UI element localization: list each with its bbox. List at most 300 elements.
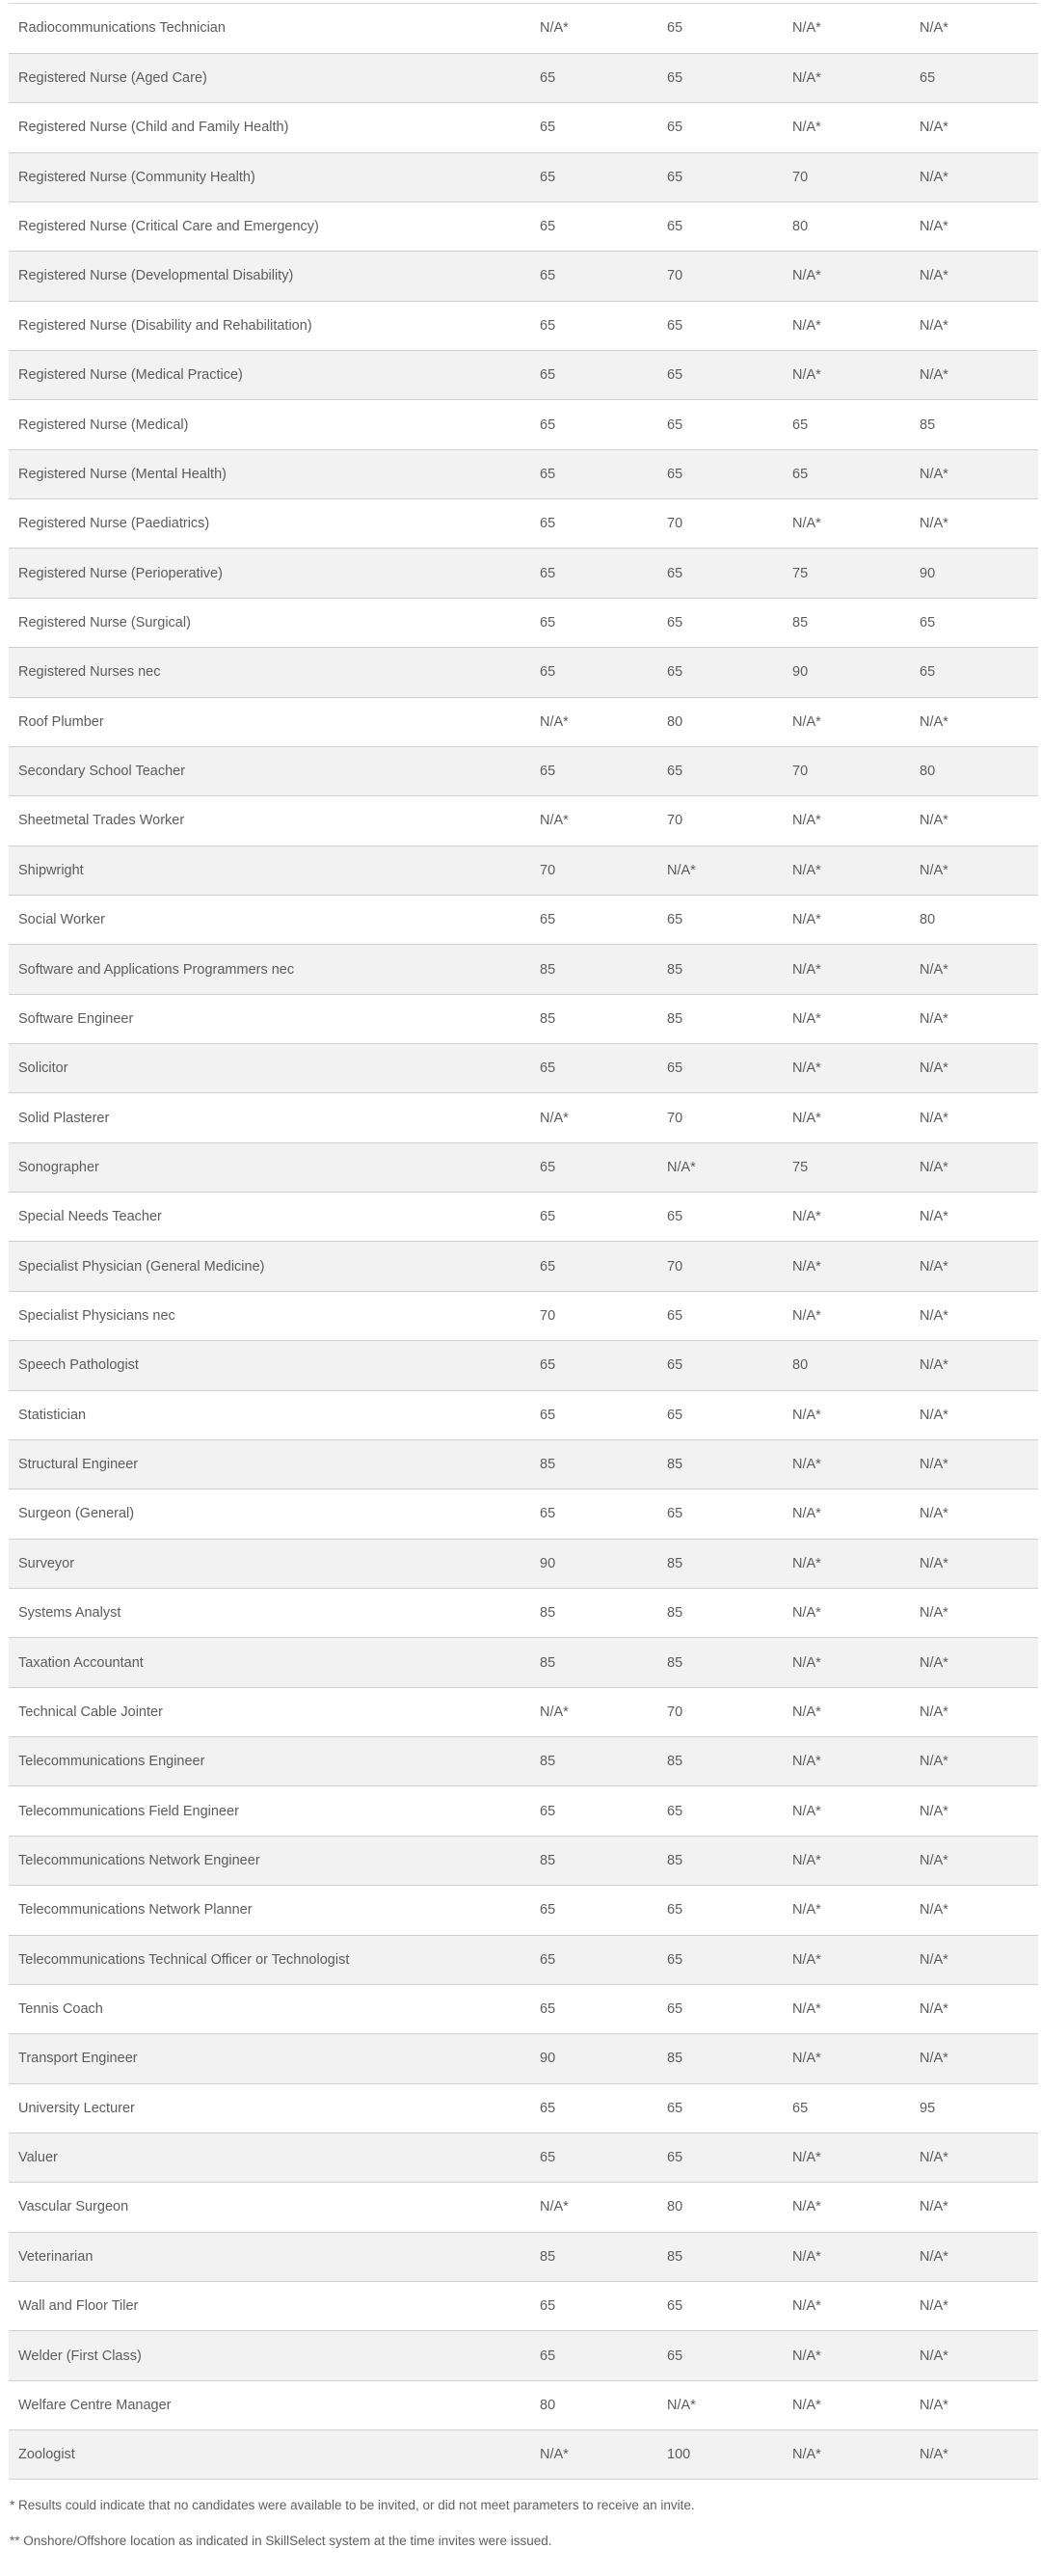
occupation-cell: Registered Nurse (Critical Care and Emergency)	[9, 201, 540, 251]
points-cell-3: N/A*	[792, 2183, 920, 2232]
points-cell-3: N/A*	[792, 1687, 920, 1736]
points-cell-1: 85	[540, 1589, 667, 1638]
table-row	[9, 1886, 1038, 1935]
points-cell-3: N/A*	[792, 994, 920, 1043]
points-cell-2: 65	[667, 449, 792, 498]
points-cell-4: N/A*	[920, 1737, 1038, 1786]
points-cell-2: 85	[667, 1539, 792, 1588]
table-row	[9, 1737, 1038, 1786]
points-cell-3: N/A*	[792, 1984, 920, 2033]
table-row	[9, 1341, 1038, 1390]
points-cell-1: 65	[540, 201, 667, 251]
table-row	[9, 53, 1038, 102]
occupation-cell: Technical Cable Jointer	[9, 1687, 540, 1736]
points-cell-1: 85	[540, 945, 667, 994]
points-cell-1: 65	[540, 648, 667, 697]
points-cell-2: 85	[667, 994, 792, 1043]
occupation-cell: Welder (First Class)	[9, 2331, 540, 2380]
occupation-cell: Wall and Floor Tiler	[9, 2282, 540, 2331]
table-row	[9, 449, 1038, 498]
points-cell-2: 70	[667, 1093, 792, 1142]
points-cell-3: N/A*	[792, 845, 920, 895]
table-row	[9, 1193, 1038, 1242]
points-cell-1: 65	[540, 103, 667, 152]
points-cell-3: N/A*	[792, 796, 920, 845]
points-cell-2: 65	[667, 1984, 792, 2033]
points-cell-2: 65	[667, 1044, 792, 1093]
occupation-cell: Welfare Centre Manager	[9, 2380, 540, 2429]
points-cell-3: N/A*	[792, 945, 920, 994]
occupation-cell: Secondary School Teacher	[9, 746, 540, 795]
points-cell-4: N/A*	[920, 1886, 1038, 1935]
points-cell-1: 90	[540, 2034, 667, 2083]
table-row	[9, 1984, 1038, 2033]
points-cell-1: 85	[540, 994, 667, 1043]
points-cell-4: N/A*	[920, 499, 1038, 549]
occupation-points-table-container	[9, 0, 1038, 2480]
occupation-cell: Registered Nurse (Paediatrics)	[9, 499, 540, 549]
points-cell-4: N/A*	[920, 2282, 1038, 2331]
points-cell-2: 70	[667, 1687, 792, 1736]
table-body	[9, 4, 1038, 2480]
points-cell-1: 65	[540, 2282, 667, 2331]
points-cell-4: N/A*	[920, 2331, 1038, 2380]
occupation-cell: Telecommunications Network Planner	[9, 1886, 540, 1935]
points-cell-3: N/A*	[792, 301, 920, 350]
occupation-cell: Sheetmetal Trades Worker	[9, 796, 540, 845]
points-cell-3: N/A*	[792, 1638, 920, 1687]
points-cell-1: 90	[540, 1539, 667, 1588]
points-cell-2: 65	[667, 1786, 792, 1836]
points-cell-3: N/A*	[792, 1589, 920, 1638]
points-cell-2: 85	[667, 1439, 792, 1489]
table-row	[9, 201, 1038, 251]
points-cell-1: 65	[540, 1193, 667, 1242]
points-cell-2: 80	[667, 2183, 792, 2232]
points-cell-2: 85	[667, 1638, 792, 1687]
occupation-cell: Registered Nurse (Disability and Rehabilitation)	[9, 301, 540, 350]
occupation-cell: Registered Nurse (Aged Care)	[9, 53, 540, 102]
points-cell-3: N/A*	[792, 1489, 920, 1539]
points-cell-2: 65	[667, 1291, 792, 1340]
points-cell-3: 65	[792, 400, 920, 449]
points-cell-4: N/A*	[920, 2380, 1038, 2429]
occupation-cell: Registered Nurses nec	[9, 648, 540, 697]
table-row	[9, 598, 1038, 647]
table-row	[9, 152, 1038, 201]
points-cell-1: 65	[540, 152, 667, 201]
points-cell-3: N/A*	[792, 4, 920, 53]
occupation-cell: Telecommunications Network Engineer	[9, 1836, 540, 1885]
points-cell-2: 65	[667, 201, 792, 251]
points-cell-3: 70	[792, 746, 920, 795]
points-cell-2: 70	[667, 252, 792, 301]
occupation-cell: Software and Applications Programmers nec	[9, 945, 540, 994]
points-cell-3: N/A*	[792, 1836, 920, 1885]
points-cell-2: 65	[667, 895, 792, 944]
occupation-cell: Sonographer	[9, 1142, 540, 1192]
points-cell-4: 90	[920, 549, 1038, 598]
occupation-cell: Telecommunications Technical Officer or Technologist	[9, 1935, 540, 1984]
points-cell-3: N/A*	[792, 1439, 920, 1489]
table-row	[9, 1142, 1038, 1192]
points-cell-4: N/A*	[920, 252, 1038, 301]
points-cell-3: N/A*	[792, 103, 920, 152]
table-row	[9, 1093, 1038, 1142]
points-cell-4: 65	[920, 598, 1038, 647]
points-cell-3: 80	[792, 201, 920, 251]
points-cell-2: 80	[667, 697, 792, 746]
points-cell-2: 65	[667, 103, 792, 152]
table-row	[9, 1044, 1038, 1093]
points-cell-1: 85	[540, 1836, 667, 1885]
table-row	[9, 1589, 1038, 1638]
points-cell-1: 65	[540, 252, 667, 301]
occupation-cell: Vascular Surgeon	[9, 2183, 540, 2232]
points-cell-2: 70	[667, 1242, 792, 1291]
table-row	[9, 1291, 1038, 1340]
points-cell-1: 65	[540, 351, 667, 400]
occupation-cell: Registered Nurse (Child and Family Health)	[9, 103, 540, 152]
points-cell-1: N/A*	[540, 796, 667, 845]
points-cell-2: N/A*	[667, 845, 792, 895]
points-cell-4: N/A*	[920, 2232, 1038, 2281]
points-cell-2: 70	[667, 499, 792, 549]
points-cell-2: 70	[667, 796, 792, 845]
occupation-cell: Solid Plasterer	[9, 1093, 540, 1142]
points-cell-1: 65	[540, 1044, 667, 1093]
points-cell-4: N/A*	[920, 697, 1038, 746]
points-cell-1: 70	[540, 1291, 667, 1340]
points-cell-2: 65	[667, 1341, 792, 1390]
points-cell-2: 85	[667, 2034, 792, 2083]
table-row	[9, 1489, 1038, 1539]
points-cell-3: N/A*	[792, 2232, 920, 2281]
points-cell-4: N/A*	[920, 2133, 1038, 2182]
table-row	[9, 895, 1038, 944]
points-cell-1: 65	[540, 449, 667, 498]
table-row	[9, 2232, 1038, 2281]
points-cell-3: N/A*	[792, 1093, 920, 1142]
points-cell-2: 65	[667, 152, 792, 201]
points-cell-3: N/A*	[792, 53, 920, 102]
points-cell-4: N/A*	[920, 1786, 1038, 1836]
occupation-cell: Statistician	[9, 1390, 540, 1439]
table-row	[9, 2380, 1038, 2429]
points-cell-3: N/A*	[792, 1786, 920, 1836]
points-cell-2: 65	[667, 1390, 792, 1439]
points-cell-1: 65	[540, 1341, 667, 1390]
occupation-cell: Transport Engineer	[9, 2034, 540, 2083]
table-row	[9, 994, 1038, 1043]
points-cell-2: 100	[667, 2430, 792, 2480]
points-cell-4: N/A*	[920, 301, 1038, 350]
occupation-cell: Registered Nurse (Medical Practice)	[9, 351, 540, 400]
points-cell-4: 85	[920, 400, 1038, 449]
table-row	[9, 499, 1038, 549]
points-cell-1: 65	[540, 549, 667, 598]
table-row	[9, 103, 1038, 152]
table-row	[9, 1786, 1038, 1836]
points-cell-4: N/A*	[920, 1193, 1038, 1242]
points-cell-2: 65	[667, 4, 792, 53]
points-cell-3: N/A*	[792, 1193, 920, 1242]
points-cell-3: N/A*	[792, 499, 920, 549]
points-cell-2: 65	[667, 400, 792, 449]
table-row	[9, 845, 1038, 895]
points-cell-4: N/A*	[920, 1142, 1038, 1192]
points-cell-1: 85	[540, 1439, 667, 1489]
occupation-cell: Valuer	[9, 2133, 540, 2182]
points-cell-3: N/A*	[792, 895, 920, 944]
occupation-cell: Social Worker	[9, 895, 540, 944]
points-cell-3: N/A*	[792, 1390, 920, 1439]
points-cell-3: 65	[792, 2083, 920, 2133]
occupation-cell: Registered Nurse (Developmental Disability)	[9, 252, 540, 301]
points-cell-3: N/A*	[792, 252, 920, 301]
points-cell-4: N/A*	[920, 1984, 1038, 2033]
points-cell-4: N/A*	[920, 1638, 1038, 1687]
table-row	[9, 1242, 1038, 1291]
points-cell-1: 65	[540, 53, 667, 102]
points-cell-3: N/A*	[792, 2282, 920, 2331]
points-cell-1: 65	[540, 1390, 667, 1439]
table-row	[9, 4, 1038, 53]
points-cell-2: 65	[667, 301, 792, 350]
points-cell-4: 65	[920, 53, 1038, 102]
points-cell-2: 65	[667, 2083, 792, 2133]
points-cell-3: N/A*	[792, 2380, 920, 2429]
points-cell-3: N/A*	[792, 1044, 920, 1093]
points-cell-4: N/A*	[920, 201, 1038, 251]
points-cell-4: N/A*	[920, 945, 1038, 994]
points-cell-1: N/A*	[540, 2183, 667, 2232]
points-cell-1: 65	[540, 1242, 667, 1291]
points-cell-2: N/A*	[667, 1142, 792, 1192]
footnote-no-candidates: * Results could indicate that no candidates were available to be invited, or did not meet parameters to receive an invite.	[10, 2498, 695, 2512]
points-cell-4: N/A*	[920, 1242, 1038, 1291]
occupation-cell: Registered Nurse (Surgical)	[9, 598, 540, 647]
table-row	[9, 697, 1038, 746]
points-cell-3: N/A*	[792, 351, 920, 400]
points-cell-2: 85	[667, 1737, 792, 1786]
points-cell-2: 65	[667, 1193, 792, 1242]
table-row	[9, 252, 1038, 301]
points-cell-1: 65	[540, 301, 667, 350]
points-cell-1: 65	[540, 400, 667, 449]
points-cell-1: 85	[540, 1638, 667, 1687]
table-row	[9, 301, 1038, 350]
occupation-cell: Registered Nurse (Community Health)	[9, 152, 540, 201]
points-cell-4: 95	[920, 2083, 1038, 2133]
table-row	[9, 1638, 1038, 1687]
points-cell-1: N/A*	[540, 1093, 667, 1142]
points-cell-4: N/A*	[920, 994, 1038, 1043]
points-cell-4: N/A*	[920, 845, 1038, 895]
occupation-cell: Tennis Coach	[9, 1984, 540, 2033]
points-cell-2: 65	[667, 2133, 792, 2182]
points-cell-1: N/A*	[540, 4, 667, 53]
occupation-cell: Speech Pathologist	[9, 1341, 540, 1390]
occupation-cell: Veterinarian	[9, 2232, 540, 2281]
points-cell-3: N/A*	[792, 1242, 920, 1291]
occupation-cell: Radiocommunications Technician	[9, 4, 540, 53]
points-cell-4: 80	[920, 895, 1038, 944]
points-cell-2: 65	[667, 1886, 792, 1935]
points-cell-4: N/A*	[920, 1489, 1038, 1539]
occupation-cell: University Lecturer	[9, 2083, 540, 2133]
table-row	[9, 2282, 1038, 2331]
table-row	[9, 1935, 1038, 1984]
points-cell-1: 70	[540, 845, 667, 895]
table-row	[9, 1836, 1038, 1885]
points-cell-4: N/A*	[920, 449, 1038, 498]
points-cell-2: 65	[667, 351, 792, 400]
points-cell-1: 65	[540, 1886, 667, 1935]
points-cell-4: N/A*	[920, 1687, 1038, 1736]
table-row	[9, 1390, 1038, 1439]
occupation-cell: Roof Plumber	[9, 697, 540, 746]
points-cell-3: N/A*	[792, 2133, 920, 2182]
points-cell-1: 65	[540, 895, 667, 944]
points-cell-4: 65	[920, 648, 1038, 697]
points-cell-4: N/A*	[920, 1539, 1038, 1588]
table-row	[9, 796, 1038, 845]
points-cell-2: 65	[667, 1489, 792, 1539]
points-cell-3: 85	[792, 598, 920, 647]
occupation-cell: Structural Engineer	[9, 1439, 540, 1489]
points-cell-2: 85	[667, 1836, 792, 1885]
occupation-cell: Registered Nurse (Mental Health)	[9, 449, 540, 498]
table-row	[9, 2034, 1038, 2083]
occupation-cell: Specialist Physicians nec	[9, 1291, 540, 1340]
points-cell-2: 65	[667, 598, 792, 647]
points-cell-3: N/A*	[792, 1935, 920, 1984]
points-cell-4: N/A*	[920, 1589, 1038, 1638]
points-cell-4: N/A*	[920, 1044, 1038, 1093]
occupation-cell: Registered Nurse (Perioperative)	[9, 549, 540, 598]
points-cell-3: N/A*	[792, 2430, 920, 2480]
points-cell-3: 65	[792, 449, 920, 498]
table-row	[9, 2183, 1038, 2232]
table-row	[9, 1539, 1038, 1588]
points-cell-1: 65	[540, 2083, 667, 2133]
points-cell-1: 80	[540, 2380, 667, 2429]
table-row	[9, 1439, 1038, 1489]
points-cell-4: 80	[920, 746, 1038, 795]
points-cell-3: N/A*	[792, 1539, 920, 1588]
points-cell-1: 65	[540, 1935, 667, 1984]
points-cell-1: 65	[540, 2133, 667, 2182]
table-row	[9, 400, 1038, 449]
points-cell-1: 65	[540, 499, 667, 549]
points-cell-2: 65	[667, 746, 792, 795]
points-cell-3: N/A*	[792, 2331, 920, 2380]
occupation-cell: Telecommunications Engineer	[9, 1737, 540, 1786]
points-cell-4: N/A*	[920, 103, 1038, 152]
points-cell-1: N/A*	[540, 697, 667, 746]
points-cell-2: 85	[667, 945, 792, 994]
occupation-cell: Systems Analyst	[9, 1589, 540, 1638]
points-cell-3: 75	[792, 549, 920, 598]
table-row	[9, 2331, 1038, 2380]
occupation-cell: Solicitor	[9, 1044, 540, 1093]
table-row	[9, 1687, 1038, 1736]
points-cell-1: 65	[540, 1786, 667, 1836]
points-cell-4: N/A*	[920, 351, 1038, 400]
occupation-cell: Shipwright	[9, 845, 540, 895]
points-cell-3: N/A*	[792, 1886, 920, 1935]
occupation-cell: Zoologist	[9, 2430, 540, 2480]
table-row	[9, 746, 1038, 795]
occupation-cell: Software Engineer	[9, 994, 540, 1043]
occupation-cell: Specialist Physician (General Medicine)	[9, 1242, 540, 1291]
points-cell-1: N/A*	[540, 1687, 667, 1736]
points-cell-2: 65	[667, 53, 792, 102]
points-cell-2: 65	[667, 2331, 792, 2380]
points-cell-2: 65	[667, 1935, 792, 1984]
points-cell-1: 65	[540, 2331, 667, 2380]
points-cell-1: 85	[540, 2232, 667, 2281]
points-cell-3: N/A*	[792, 1291, 920, 1340]
points-cell-4: N/A*	[920, 2183, 1038, 2232]
points-cell-4: N/A*	[920, 1439, 1038, 1489]
occupation-cell: Taxation Accountant	[9, 1638, 540, 1687]
occupation-cell: Special Needs Teacher	[9, 1193, 540, 1242]
points-cell-4: N/A*	[920, 1836, 1038, 1885]
occupation-cell: Surgeon (General)	[9, 1489, 540, 1539]
points-cell-4: N/A*	[920, 1935, 1038, 1984]
points-cell-3: 80	[792, 1341, 920, 1390]
points-cell-4: N/A*	[920, 1390, 1038, 1439]
points-cell-4: N/A*	[920, 1291, 1038, 1340]
points-cell-4: N/A*	[920, 1341, 1038, 1390]
occupation-cell: Surveyor	[9, 1539, 540, 1588]
points-cell-3: 90	[792, 648, 920, 697]
table-row	[9, 2430, 1038, 2480]
footnote-location: ** Onshore/Offshore location as indicated in SkillSelect system at the time invites were issued.	[10, 2534, 552, 2548]
points-cell-1: 65	[540, 1489, 667, 1539]
points-cell-1: 65	[540, 598, 667, 647]
points-cell-4: N/A*	[920, 1093, 1038, 1142]
occupation-points-table	[9, 4, 1038, 2480]
points-cell-4: N/A*	[920, 152, 1038, 201]
points-cell-3: N/A*	[792, 697, 920, 746]
points-cell-1: N/A*	[540, 2430, 667, 2480]
table-row	[9, 351, 1038, 400]
points-cell-3: 70	[792, 152, 920, 201]
points-cell-3: N/A*	[792, 1737, 920, 1786]
points-cell-1: 85	[540, 1737, 667, 1786]
points-cell-1: 65	[540, 746, 667, 795]
points-cell-3: N/A*	[792, 2034, 920, 2083]
points-cell-4: N/A*	[920, 796, 1038, 845]
table-row	[9, 945, 1038, 994]
points-cell-2: 65	[667, 2282, 792, 2331]
points-cell-2: 85	[667, 2232, 792, 2281]
table-row	[9, 2083, 1038, 2133]
table-row	[9, 549, 1038, 598]
points-cell-2: 65	[667, 549, 792, 598]
points-cell-3: 75	[792, 1142, 920, 1192]
occupation-cell: Telecommunications Field Engineer	[9, 1786, 540, 1836]
points-cell-1: 65	[540, 1142, 667, 1192]
points-cell-2: N/A*	[667, 2380, 792, 2429]
points-cell-2: 65	[667, 648, 792, 697]
points-cell-1: 65	[540, 1984, 667, 2033]
table-row	[9, 648, 1038, 697]
points-cell-2: 85	[667, 1589, 792, 1638]
